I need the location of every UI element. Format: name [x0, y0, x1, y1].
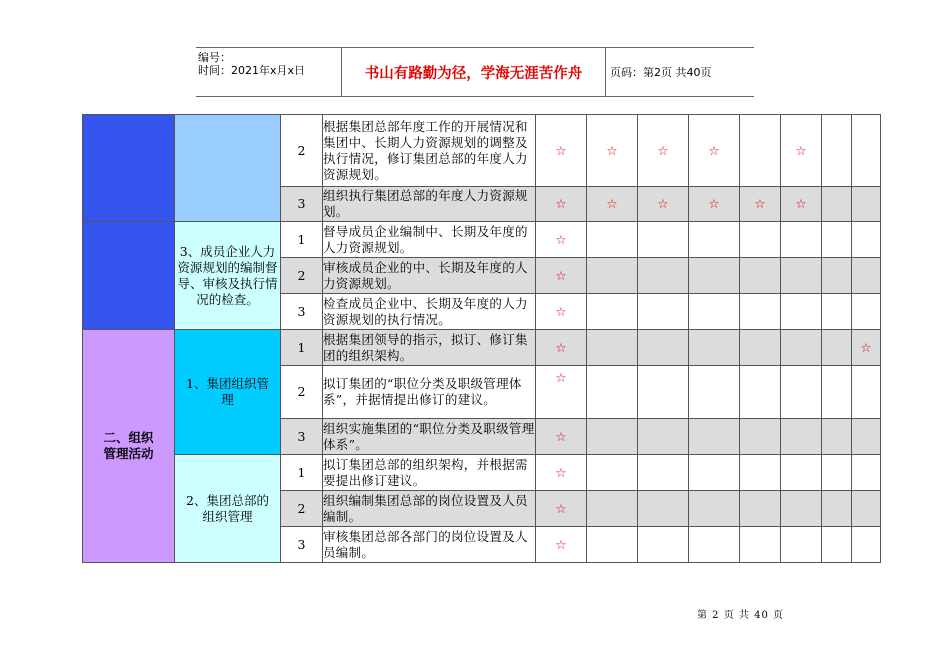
star-mark	[852, 455, 881, 491]
star-mark: ☆	[638, 187, 689, 222]
table-row	[83, 330, 881, 366]
star-mark: ☆	[536, 491, 587, 527]
star-mark	[740, 294, 781, 330]
section2-title-text: 二、组织管理活动	[103, 430, 154, 461]
star-mark: ☆	[536, 366, 587, 419]
star-mark	[822, 527, 852, 563]
page-header	[196, 47, 754, 97]
star-mark	[689, 330, 740, 366]
star-mark	[822, 115, 852, 187]
star-mark	[689, 366, 740, 419]
star-mark	[781, 366, 822, 419]
star-mark	[587, 294, 638, 330]
sub22-title-text: 2、集团总部的组织管理	[186, 492, 269, 524]
star-mark	[638, 222, 689, 258]
row-description: 审核成员企业的中、长期及年度的人力资源规划。	[323, 258, 536, 294]
table-row	[83, 115, 881, 187]
star-mark	[689, 222, 740, 258]
star-mark: ☆	[536, 187, 587, 222]
row-description: 检查成员企业中、长期及年度的人力资源规划的执行情况。	[323, 294, 536, 330]
table-row	[83, 455, 881, 491]
star-mark	[587, 330, 638, 366]
star-mark	[781, 222, 822, 258]
star-mark	[638, 491, 689, 527]
star-mark	[781, 294, 822, 330]
star-mark	[689, 258, 740, 294]
star-mark	[740, 527, 781, 563]
star-mark: ☆	[638, 115, 689, 187]
header-meta	[196, 48, 342, 96]
header-motto: 书山有路勤为径，学海无涯苦作舟	[342, 48, 606, 96]
star-mark: ☆	[536, 419, 587, 455]
star-mark: ☆	[587, 187, 638, 222]
row-description: 拟订集团总部的组织架构，并根据需要提出修订建议。	[323, 455, 536, 491]
star-mark: ☆	[536, 455, 587, 491]
row-number: 3	[281, 187, 323, 222]
star-mark	[852, 294, 881, 330]
star-mark	[822, 187, 852, 222]
row-number: 1	[281, 330, 323, 366]
star-mark	[740, 258, 781, 294]
row-number: 1	[281, 222, 323, 258]
star-mark	[740, 330, 781, 366]
star-mark	[781, 258, 822, 294]
star-mark	[740, 366, 781, 419]
star-mark	[781, 455, 822, 491]
sub2-block	[175, 115, 281, 222]
star-mark	[852, 366, 881, 419]
star-mark	[852, 222, 881, 258]
row-description: 组织编制集团总部的岗位设置及人员编制。	[323, 491, 536, 527]
star-mark	[587, 366, 638, 419]
star-mark	[822, 419, 852, 455]
star-mark	[781, 330, 822, 366]
star-mark: ☆	[536, 115, 587, 187]
star-mark	[781, 491, 822, 527]
star-mark	[740, 115, 781, 187]
star-mark: ☆	[536, 294, 587, 330]
star-mark	[852, 419, 881, 455]
page-footer: 第 2 页 共 40 页	[697, 610, 784, 621]
star-mark	[852, 491, 881, 527]
star-mark	[587, 419, 638, 455]
star-mark	[822, 222, 852, 258]
row-number: 1	[281, 455, 323, 491]
section2-title	[83, 330, 175, 563]
star-mark	[638, 366, 689, 419]
section1-block	[83, 115, 175, 222]
row-description: 组织实施集团的“职位分类及职级管理体系”。	[323, 419, 536, 455]
star-mark	[852, 527, 881, 563]
star-mark	[740, 455, 781, 491]
row-description: 审核集团总部各部门的岗位设置及人员编制。	[323, 527, 536, 563]
star-mark	[740, 419, 781, 455]
star-mark: ☆	[536, 527, 587, 563]
star-mark	[852, 187, 881, 222]
star-mark	[822, 330, 852, 366]
sub3-title: 3、成员企业人力资源规划的编制督导、审核及执行情况的检查。	[175, 222, 281, 330]
star-mark	[822, 258, 852, 294]
row-number: 3	[281, 419, 323, 455]
sub21-title	[175, 330, 281, 455]
star-mark: ☆	[852, 330, 881, 366]
star-mark	[822, 455, 852, 491]
star-mark	[781, 419, 822, 455]
star-mark: ☆	[740, 187, 781, 222]
star-mark	[587, 455, 638, 491]
row-description: 拟订集团的“职位分类及职级管理体系”，并据情提出修订的建议。	[323, 366, 536, 419]
star-mark	[852, 115, 881, 187]
time-label: 时间：2021年x月x日	[198, 64, 306, 77]
star-mark	[638, 330, 689, 366]
star-mark	[638, 294, 689, 330]
section1-block-continued	[83, 222, 175, 330]
star-mark: ☆	[689, 115, 740, 187]
number-label: 编号：	[198, 51, 231, 64]
star-mark	[822, 491, 852, 527]
star-mark	[822, 294, 852, 330]
row-number: 2	[281, 115, 323, 187]
row-number: 2	[281, 366, 323, 419]
star-mark	[740, 222, 781, 258]
row-description: 根据集团总部年度工作的开展情况和集团中、长期人力资源规划的调整及执行情况，修订集团总部的年度人力资源规划。	[323, 115, 536, 187]
star-mark: ☆	[536, 222, 587, 258]
row-number: 3	[281, 527, 323, 563]
star-mark	[587, 491, 638, 527]
star-mark	[638, 455, 689, 491]
row-description: 根据集团领导的指示，拟订、修订集团的组织架构。	[323, 330, 536, 366]
star-mark: ☆	[536, 258, 587, 294]
star-mark	[689, 419, 740, 455]
star-mark	[689, 491, 740, 527]
table-row	[83, 222, 881, 258]
star-mark	[587, 258, 638, 294]
header-page-label: 页码：第2页 共40页	[610, 66, 712, 79]
row-description: 督导成员企业编制中、长期及年度的人力资源规划。	[323, 222, 536, 258]
star-mark	[781, 527, 822, 563]
star-mark	[638, 419, 689, 455]
duty-table	[82, 114, 881, 563]
star-mark	[689, 455, 740, 491]
row-number: 3	[281, 294, 323, 330]
star-mark: ☆	[587, 115, 638, 187]
sub21-title-text: 1、集团组织管理	[186, 376, 269, 407]
star-mark	[852, 258, 881, 294]
star-mark: ☆	[781, 187, 822, 222]
star-mark: ☆	[781, 115, 822, 187]
star-mark: ☆	[689, 187, 740, 222]
star-mark	[638, 258, 689, 294]
star-mark: ☆	[536, 330, 587, 366]
star-mark	[740, 491, 781, 527]
star-mark	[638, 527, 689, 563]
star-mark	[689, 527, 740, 563]
star-mark	[822, 366, 852, 419]
row-description: 组织执行集团总部的年度人力资源规划。	[323, 187, 536, 222]
row-number: 2	[281, 491, 323, 527]
star-mark	[587, 222, 638, 258]
sub22-title	[175, 455, 281, 563]
star-mark	[689, 294, 740, 330]
row-number: 2	[281, 258, 323, 294]
star-mark	[587, 527, 638, 563]
